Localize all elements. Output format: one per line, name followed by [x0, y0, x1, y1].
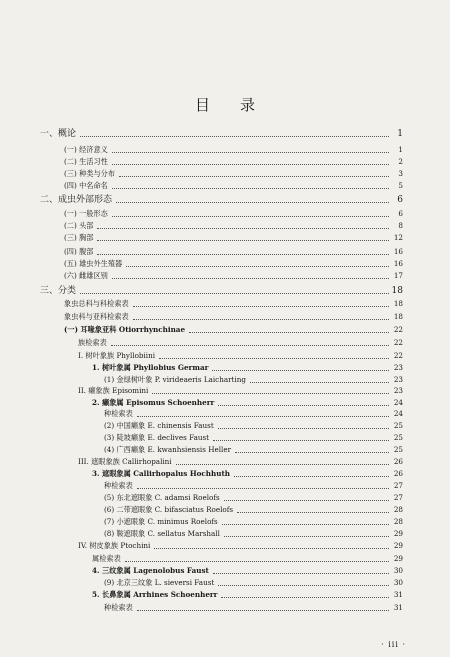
leader-dots [237, 512, 389, 513]
toc-entry-page: 28 [393, 517, 403, 526]
toc-entry [0, 311, 450, 323]
toc-entry [0, 350, 450, 362]
leader-dots [97, 240, 389, 241]
toc-entry-title: (二) 头部 [64, 221, 94, 230]
toc-entry-title: (8) 鞍遮眼象 C. sellatus Marshall [104, 529, 220, 538]
toc-entry-title: 5. 长鼻象属 Arrhines Schoenherr [92, 590, 218, 599]
toc-entry [0, 385, 450, 397]
toc-entry-page: 6 [397, 195, 403, 205]
leader-dots [126, 266, 389, 267]
toc-entry-page: 3 [398, 169, 403, 178]
leader-dots [224, 500, 389, 501]
leader-dots [80, 293, 389, 294]
toc-entry-page: 2 [398, 157, 403, 166]
toc-entry [0, 285, 450, 297]
toc-entry-page: 16 [393, 247, 403, 256]
leader-dots [133, 319, 389, 320]
toc-entry-title: (2) 中国癞象 E. chinensis Faust [104, 421, 214, 430]
toc-entry-title: (7) 小遮眼象 C. minimus Roelofs [104, 517, 218, 526]
toc-entry [0, 408, 450, 420]
toc-entry-title: (一) 经济意义 [64, 145, 108, 154]
toc-entry-page: 22 [393, 338, 403, 347]
toc-entry-page: 31 [393, 603, 403, 612]
leader-dots [159, 358, 389, 359]
toc-entry-title: (6) 二带遮眼象 C. bifasciatus Roelofs [104, 505, 234, 514]
toc-entry-title: (5) 东北遮眼象 C. adamsi Roelofs [104, 493, 220, 502]
toc-entry-title: 一、概论 [40, 129, 77, 139]
toc-entry-title: (六) 雌雄区别 [64, 271, 108, 280]
leader-dots [221, 597, 389, 598]
toc-entry-title: (9) 北京三纹象 L. sieversi Faust [104, 578, 215, 587]
toc-entry-title: 2. 癞象属 Episomus Schoenherr [92, 398, 215, 407]
toc-entry-page: 8 [398, 221, 403, 230]
toc-entry-page: 12 [393, 233, 403, 242]
leader-dots [97, 228, 389, 229]
toc-entry-title: 象虫总科与科检索表 [64, 299, 129, 308]
toc-entry-page: 23 [393, 386, 403, 395]
toc-entry-page: 26 [393, 457, 403, 466]
toc-entry [0, 480, 450, 492]
toc-entry-title: (三) 胸部 [64, 233, 94, 242]
toc-entry-page: 25 [393, 421, 403, 430]
page-number: · iii · [381, 640, 406, 649]
toc-entry-page: 22 [393, 351, 403, 360]
leader-dots [250, 382, 389, 383]
toc-entry [0, 220, 450, 232]
toc-entry [0, 553, 450, 565]
toc-entry-title: (3) 陡坡癞象 E. declives Faust [104, 433, 210, 442]
toc-entry-title: (三) 种类与分布 [64, 169, 116, 178]
toc-entry-page: 16 [393, 259, 403, 268]
toc-entry [0, 156, 450, 168]
leader-dots [234, 476, 389, 477]
leader-dots [112, 216, 389, 217]
toc-entry [0, 540, 450, 552]
toc-entry-page: 6 [398, 209, 403, 218]
toc-entry [0, 577, 450, 589]
toc-entry-page: 26 [393, 469, 403, 478]
toc-entry [0, 180, 450, 192]
toc-entry [0, 504, 450, 516]
toc-entry-title: (4) 广西癞象 E. kwanhsiensis Heller [104, 445, 232, 454]
toc-entry-page: 27 [393, 481, 403, 490]
toc-entry [0, 258, 450, 270]
toc-entry-title: 二、成虫外部形态 [40, 195, 113, 205]
toc-entry-page: 1 [397, 129, 403, 139]
toc-entry-title: II. 癞象族 Episomini [78, 386, 149, 395]
leader-dots [112, 152, 389, 153]
toc-entry-page: 17 [393, 271, 403, 280]
toc-entry [0, 232, 450, 244]
toc-entry-page: 18 [393, 299, 403, 308]
toc-entry [0, 456, 450, 468]
toc-entry-page: 29 [393, 554, 403, 563]
toc-entry-page: 24 [393, 409, 403, 418]
leader-dots [218, 428, 389, 429]
toc-entry [0, 468, 450, 480]
leader-dots [154, 548, 389, 549]
toc-entry-page: 1 [398, 145, 403, 154]
toc-entry [0, 444, 450, 456]
toc-entry-title: (一) 一般形态 [64, 209, 108, 218]
toc-entry-page: 23 [393, 375, 403, 384]
toc-entry-title: (1) 金绿树叶象 P. virideaeris Laicharting [104, 375, 246, 384]
leader-dots [112, 188, 389, 189]
toc-entry-page: 29 [393, 541, 403, 550]
leader-dots [222, 524, 389, 525]
toc-entry-title: (二) 生活习性 [64, 157, 108, 166]
leader-dots [152, 393, 389, 394]
toc-entry-title: (五) 雄虫外生殖器 [64, 259, 123, 268]
leader-dots [112, 164, 389, 165]
toc-entry-title: 三、分类 [40, 286, 77, 296]
toc-entry [0, 516, 450, 528]
toc-entry-title: (四) 中名命名 [64, 181, 108, 190]
toc-entry [0, 208, 450, 220]
toc-entry [0, 589, 450, 601]
toc-entry-page: 27 [393, 493, 403, 502]
leader-dots [176, 464, 389, 465]
toc-entry-title: 属检索表 [92, 554, 121, 563]
leader-dots [213, 440, 389, 441]
toc-entry [0, 128, 450, 140]
toc-entry [0, 528, 450, 540]
toc-entry [0, 492, 450, 504]
toc-entry-title: 种检索表 [104, 481, 133, 490]
toc-entry [0, 144, 450, 156]
toc-entry-title: (一) 耳喙象亚科 Otiorrhynchinae [64, 325, 186, 334]
toc-entry [0, 298, 450, 310]
toc-entry-title: I. 树叶象族 Phyllobiini [78, 351, 156, 360]
leader-dots [112, 278, 389, 279]
leader-dots [218, 405, 389, 406]
toc-entry-page: 29 [393, 529, 403, 538]
toc-entry-page: 31 [393, 590, 403, 599]
toc-entry-title: III. 遮眼象族 Callirhopalini [78, 457, 172, 466]
toc-entry-page: 18 [393, 312, 403, 321]
toc-entry [0, 565, 450, 577]
toc-entry-page: 30 [393, 566, 403, 575]
leader-dots [80, 136, 389, 137]
toc-entry [0, 194, 450, 206]
toc-entry-title: (四) 腹部 [64, 247, 94, 256]
toc-entry-page: 22 [393, 325, 403, 334]
toc-entry-title: 族检索表 [78, 338, 107, 347]
toc-entry-title: IV. 树皮象族 Ptochini [78, 541, 151, 550]
toc-entry [0, 246, 450, 258]
page-title: 目录 [194, 96, 285, 114]
leader-dots [137, 416, 389, 417]
toc-entry [0, 602, 450, 614]
leader-dots [125, 561, 389, 562]
toc-entry-page: 28 [393, 505, 403, 514]
leader-dots [218, 585, 389, 586]
toc-entry-title: 1. 树叶象属 Phyllobius Germar [92, 363, 209, 372]
toc-entry-title: 种检索表 [104, 409, 133, 418]
toc-entry [0, 270, 450, 282]
toc-entry-page: 18 [391, 286, 403, 296]
toc-entry-page: 24 [393, 398, 403, 407]
toc-entry-page: 25 [393, 445, 403, 454]
leader-dots [235, 452, 389, 453]
toc-entry-page: 23 [393, 363, 403, 372]
leader-dots [137, 610, 389, 611]
toc-entry [0, 432, 450, 444]
leader-dots [116, 202, 389, 203]
leader-dots [133, 306, 389, 307]
toc-entry-page: 25 [393, 433, 403, 442]
leader-dots [212, 370, 389, 371]
toc-entry [0, 168, 450, 180]
leader-dots [189, 332, 389, 333]
toc-entry-title: 3. 遮眼象属 Callirhopalus Hochhuth [92, 469, 231, 478]
leader-dots [97, 254, 389, 255]
leader-dots [224, 536, 389, 537]
toc-entry-title: 种检索表 [104, 603, 133, 612]
toc-entry [0, 324, 450, 336]
leader-dots [111, 345, 389, 346]
toc-entry [0, 420, 450, 432]
toc-entry-title: 象虫科与亚科检索表 [64, 312, 129, 321]
leader-dots [137, 488, 389, 489]
leader-dots [119, 176, 389, 177]
leader-dots [213, 573, 389, 574]
toc-entry [0, 337, 450, 349]
toc-entry-title: 4. 三纹象属 Lagenolobus Faust [92, 566, 209, 575]
toc-entry-page: 5 [398, 181, 403, 190]
toc-entry [0, 362, 450, 374]
toc-entry-page: 30 [393, 578, 403, 587]
